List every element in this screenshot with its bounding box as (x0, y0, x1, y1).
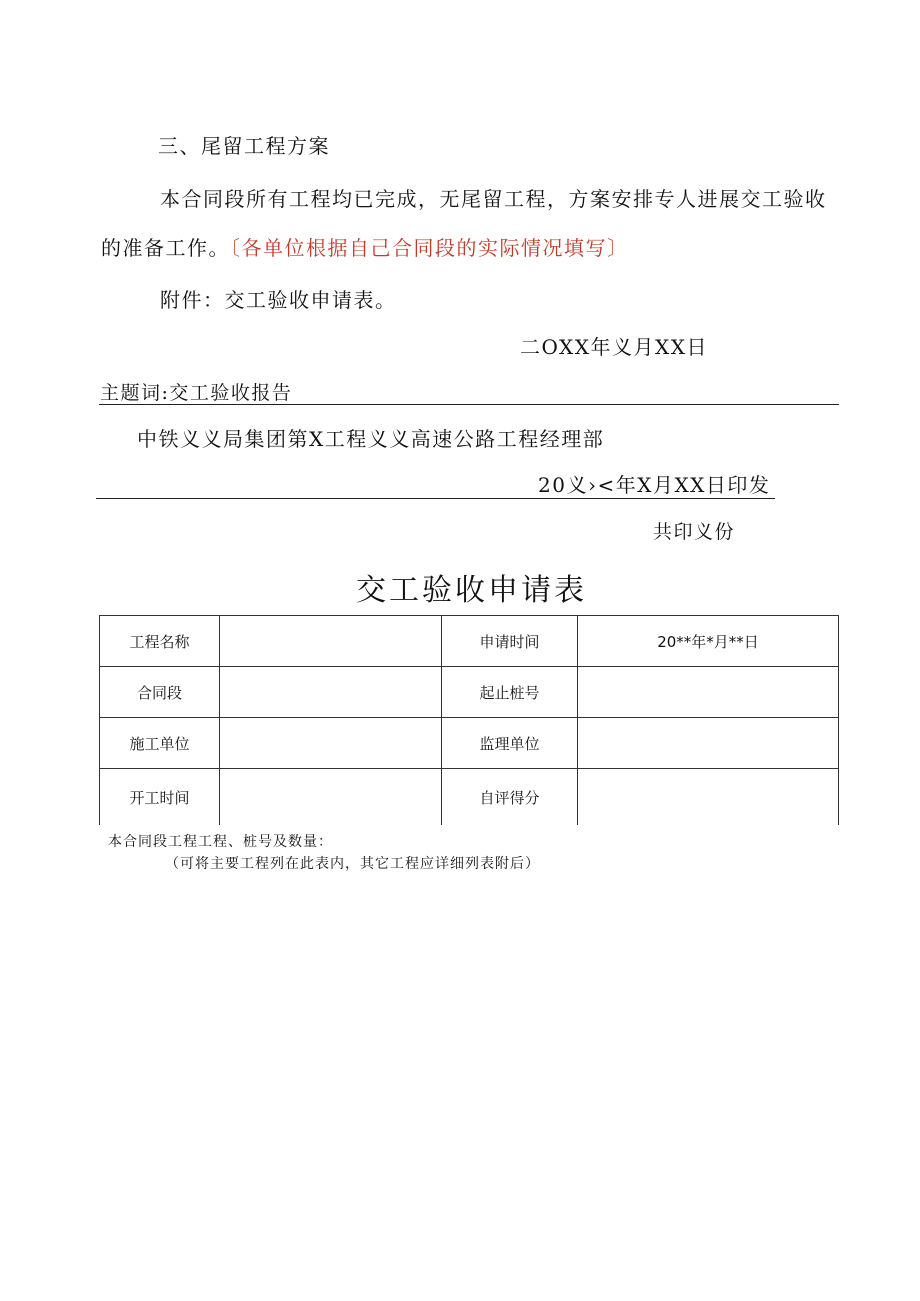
paragraph-line-2 (101, 232, 629, 261)
issuing-organization: 中铁义义局集团第X工程义义高速公路工程经理部 (137, 427, 605, 451)
section-heading: 三、尾留工程方案 (158, 134, 330, 158)
value-application-time: 20**年*月**日 (578, 616, 839, 667)
paragraph-line-2-text: 的准备工作。 (101, 236, 230, 260)
print-date: 20义›<年X月XX日印发 (538, 473, 771, 497)
value-contract-section (220, 667, 442, 718)
value-project-name (220, 616, 442, 667)
rule-bottom (96, 498, 775, 499)
form-title: 交工验收申请表 (356, 573, 587, 608)
document-date: 二OXX年义月XX日 (520, 335, 708, 359)
label-project-name: 工程名称 (100, 616, 220, 667)
value-construction-unit (220, 718, 442, 769)
table-row (100, 667, 839, 718)
scope-note: （可将主要工程列在此表内，其它工程应详细列表附后） (165, 856, 540, 872)
attachment-note: 附件：交工验收申请表。 (160, 288, 397, 312)
copies-count: 共印义份 (653, 521, 736, 543)
label-construction-unit: 施工单位 (100, 718, 220, 769)
subject-keywords: 主题词:交工验收报告 (100, 382, 293, 404)
label-chainage: 起止桩号 (442, 667, 578, 718)
label-application-time: 申请时间 (442, 616, 578, 667)
table-row (100, 616, 839, 667)
rule-top (99, 404, 839, 405)
value-start-time (220, 769, 442, 826)
value-supervision-unit (578, 718, 839, 769)
scope-label: 本合同段工程工程、桩号及数量： (108, 834, 333, 850)
table-row (100, 769, 839, 826)
table-row (100, 718, 839, 769)
value-chainage (578, 667, 839, 718)
label-contract-section: 合同段 (100, 667, 220, 718)
label-self-score: 自评得分 (442, 769, 578, 826)
application-form-table (99, 615, 839, 825)
label-supervision-unit: 监理单位 (442, 718, 578, 769)
value-self-score (578, 769, 839, 826)
paragraph-line-1: 本合同段所有工程均已完成，无尾留工程，方案安排专人进展交工验收 (160, 187, 827, 211)
label-start-time: 开工时间 (100, 769, 220, 826)
fill-in-instruction: 〔各单位根据自己合同段的实际情况填写〕 (230, 236, 629, 260)
